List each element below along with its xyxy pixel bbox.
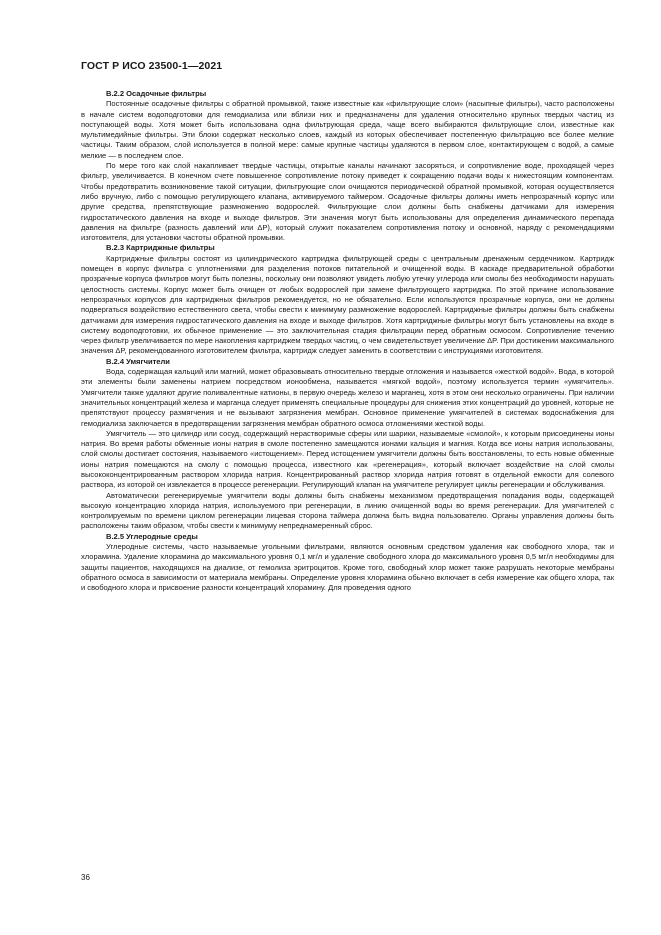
paragraph: Углеродные системы, часто называемые угольными фильтрами, являются основным средством удаления как свободного хлора, так и хлорамина. Удаление хлорамина до максимального уровня 0,1 мг/л и удаление свободного хлора до максимального уровня 0,5 мг/л необходимы для защиты пациентов, находящихся на диализе, от гемолиза эритроцитов. Кроме того, свободный хлор может также разрушать некоторые мембраны обратного осмоса в зависимости от материала мембраны. Определение уровня хлорамина обычно включает в себя измерение как общего хлора, так и свободного хлора и присвоение разности концентраций хлорамину. Для проведения одного — [81, 542, 614, 593]
paragraph: Вода, содержащая кальций или магний, может образовывать относительно твердые отложения и называется «жесткой водой». Вода, в которой эти элементы были заменены натрием посредством ионообмена, называется «мягкой водой», поэтому используется термин «умягчитель». Умягчители также удаляют другие поливалентные катионы, в первую очередь железо и марганец, хотя в этом они несколько ограничены. При наличии значительных концентраций железа и марганца следует применять специальные процедуры для снижения этих концентраций до уровней, которые не препятствуют процессу размягчения и не вызывают загрязнения мембран. Основное применение умягчителей в системах водоснабжения для гемодиализа заключается в предотвращении загрязнения мембран обратного осмоса отложениями жесткой воды. — [81, 367, 614, 428]
section-title-b-2-3: В.2.3 Картриджные фильтры — [106, 243, 215, 253]
paragraph: Постоянные осадочные фильтры с обратной промывкой, также известные как «фильтрующие слои» (насыпные фильтры), часто расположены в начале систем водоподготовки для гемодиализа или вблизи них и предназначены для удаления относительно крупных твердых частиц из поступающей воды. Хотя может быть использована одна фильтрующая среда, чаще всего выбираются фильтрующие слои, известные как мультимедийные фильтры. Эти блоки содержат несколько слоев, каждый из которых обеспечивает постепенную фильтрацию все более мелкие частицы. Таким образом, слой используется в полной мере: самые крупные частицы удаляются в первом слое, контактирующем с водой, а самые мелкие — в последнем слое. — [81, 99, 614, 160]
paragraph: Картриджные фильтры состоят из цилиндрического картриджа фильтрующей среды с центральным дренажным сердечником. Картридж помещен в корпус фильтра с уплотнениями для разделения потоков питательной и очищенной воды. В каскаде предварительной обработки прозрачные корпуса фильтров могут быть полезны, поскольку они позволяют увидеть любую утечку углерода или смолы без необходимости нарушать целостность системы. Корпус может быть очищен от любых водорослей при замене фильтрующего картриджа. По этой причине использование непрозрачных корпусов для картриджных фильтров рекомендуется, но не обязательно. Если используются прозрачные корпуса, они не должны подвергаться воздействию естественного света, чтобы свести к минимуму размножение водорослей. Картриджные фильтры должны быть снабжены датчиками для измерения гидростатического давления на входе и выходе фильтров. Хотя картриджные фильтры могут быть установлены на входе в систему водоподготовки, их обычное применение — это заключительная стадия фильтрации перед обратным осмосом. Сопротивление течению через фильтр увеличивается по мере накопления картриджем твердых частиц, о чем свидетельствует увеличение ΔP. При достижении максимального значения ΔP, рекомендованного изготовителем фильтра, картридж следует заменить в соответствии с инструкциями изготовителя. — [81, 253, 614, 356]
paragraph: Умягчитель — это цилиндр или сосуд, содержащий нерастворимые сферы или шарики, называемые «смолой», к которым присоединены ионы натрия. Во время работы обменные ионы натрия в смоле постепенно замещаются ионами кальция и магния. Когда все ионы натрия использованы, слой смолы достигает состояния, называемого «истощением». Перед истощением умягчители должны быть восстановлены, то есть новые обменные ионы натрия помещаются на смолу с помощью процесса, известного как «регенерация», который включает воздействие на слой смолы высококонцентрированным раствором хлорида натрия. Концентрированный раствор хлорида натрия готовят в отдельной емкости для солевого раствора, из которой он извлекается в процессе регенерации. Регулирующий клапан на умягчителе регулирует циклы регенерации и обслуживания. — [81, 428, 614, 490]
paragraph: Автоматически регенерируемые умягчители воды должны быть снабжены механизмом предотвращения попадания воды, содержащей высокую концентрацию хлорида натрия, используемого при регенерации, в линию очищенной воды во время регенерации. Для умягчителей с контролируемым по времени циклом регенерации лицевая сторона таймера должна быть видна пользователю. Органы управления должны быть расположены таким образом, чтобы свести к минимуму непреднамеренный сброс. — [81, 490, 614, 531]
document-body — [81, 89, 614, 594]
section-title-b-2-5: В.2.5 Углеродные среды — [106, 531, 198, 541]
paragraph: По мере того как слой накапливает твердые частицы, открытые каналы начинают засоряться, и сопротивление воде, проходящей через фильтр, увеличивается. В конечном счете повышенное сопротивление потоку приведет к сокращению подачи воды к нижестоящим компонентам. Чтобы предотвратить возникновение такой ситуации, фильтрующие слои очищаются периодической обратной промывкой, которая осуществляется либо вручную, либо с помощью регулирующего клапана, активируемого таймером. Осадочные фильтры должны иметь непрозрачный корпус или другие средства, препятствующие размножению водорослей. Фильтрующие слои должны быть снабжены датчиками для измерения гидростатического давления на входе и выходе фильтров. Эти значения могут быть использованы для определения динамического перепада давления на фильтре (разность давлений или ΔP), который служит показателем сопротивления потоку и основной, наряду с рекомендациями изготовителя, для установки частоты обратной промывки. — [81, 161, 614, 243]
page-number: 36 — [81, 873, 90, 882]
section-title-b-2-4: В.2.4 Умягчители — [106, 356, 170, 366]
document-header: ГОСТ Р ИСО 23500-1—2021 — [81, 60, 223, 72]
section-title-b-2-2: В.2.2 Осадочные фильтры — [106, 89, 207, 98]
